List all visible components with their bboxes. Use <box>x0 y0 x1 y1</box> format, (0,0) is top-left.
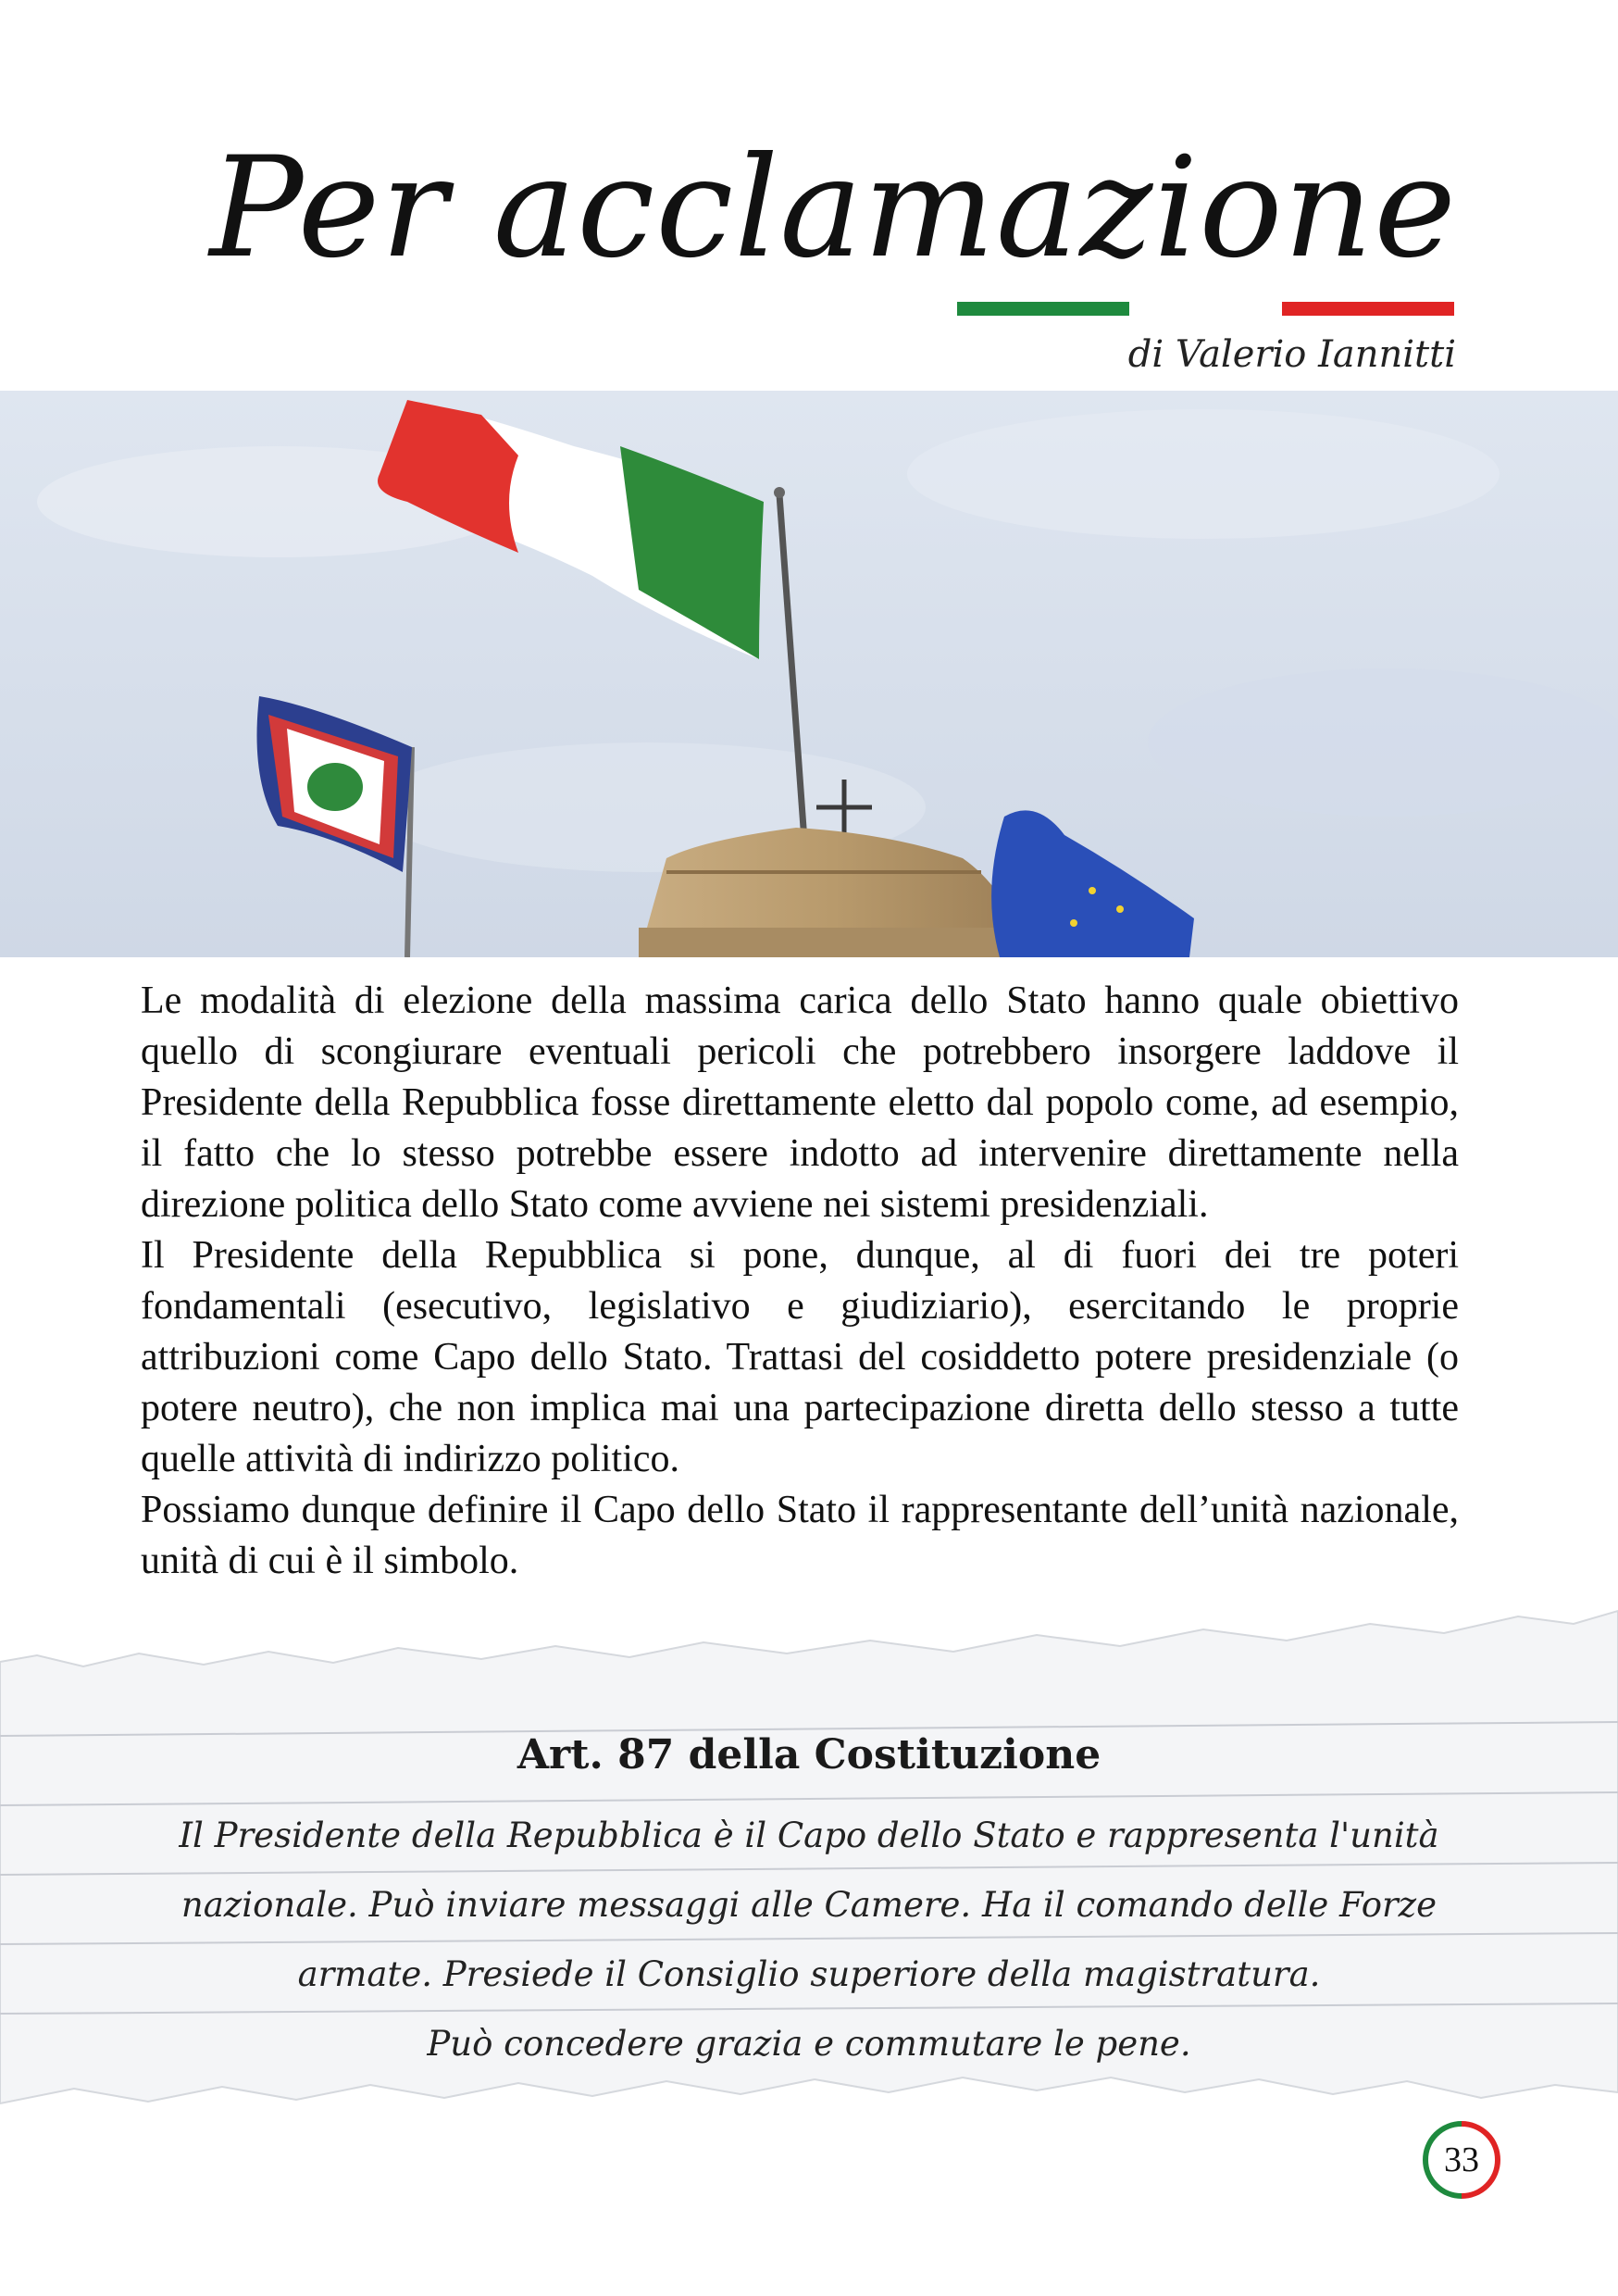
quote-line-4: Può concedere grazia e commutare le pene. <box>427 2024 1191 2064</box>
quote-box-title: Art. 87 della Costituzione <box>517 1731 1101 1778</box>
page-title: Per acclamazione <box>209 128 1457 289</box>
quote-line-2: nazionale. Può inviare messaggi alle Camere. Ha il comando delle Forze <box>180 1885 1438 1925</box>
green-accent-bar <box>957 302 1129 316</box>
quote-line-3: armate. Presiede il Consiglio superiore della magistratura. <box>297 1954 1321 1994</box>
article-body <box>141 976 1459 1587</box>
article-paragraph-2: Il Presidente della Repubblica si pone, dunque, al di fuori dei tre poteri fondamentali (esecutivo, legislativo e giudiziario), esercitando le proprie attribuzioni come Capo dello Stato. Trattasi del cosiddetto potere presidenziale (o potere neutro), che non implica mai una partecipazione diretta dello stesso a tutte quelle attività di indirizzo politico. <box>141 1234 1459 1480</box>
quote-line-1: Il Presidente della Repubblica è il Capo dello Stato e rappresenta l'unità <box>179 1816 1439 1855</box>
red-accent-bar <box>1282 302 1454 316</box>
flags-photo <box>0 391 1618 957</box>
quote-box-text <box>130 1801 1488 2078</box>
article-paragraph-1: Le modalità di elezione della massima carica dello Stato hanno quale obiettivo quello di scongiurare eventuali pericoli che potrebbero insorgere laddove il Presidente della Repubblica fosse direttamente eletto dal popolo come, ad esempio, il fatto che lo stesso potrebbe essere indotto ad intervenire direttamente nella direzione politica dello Stato come avviene nei sistemi presidenziali. <box>141 980 1459 1226</box>
article-paragraph-3: Possiamo dunque definire il Capo dello Stato il rappresentante dell’unità nazionale, unità di cui è il simbolo. <box>141 1489 1459 1582</box>
page-number: 33 <box>1444 2140 1479 2179</box>
page-number-badge <box>1422 2120 1501 2200</box>
author-byline: di Valerio Iannitti <box>1127 333 1456 376</box>
